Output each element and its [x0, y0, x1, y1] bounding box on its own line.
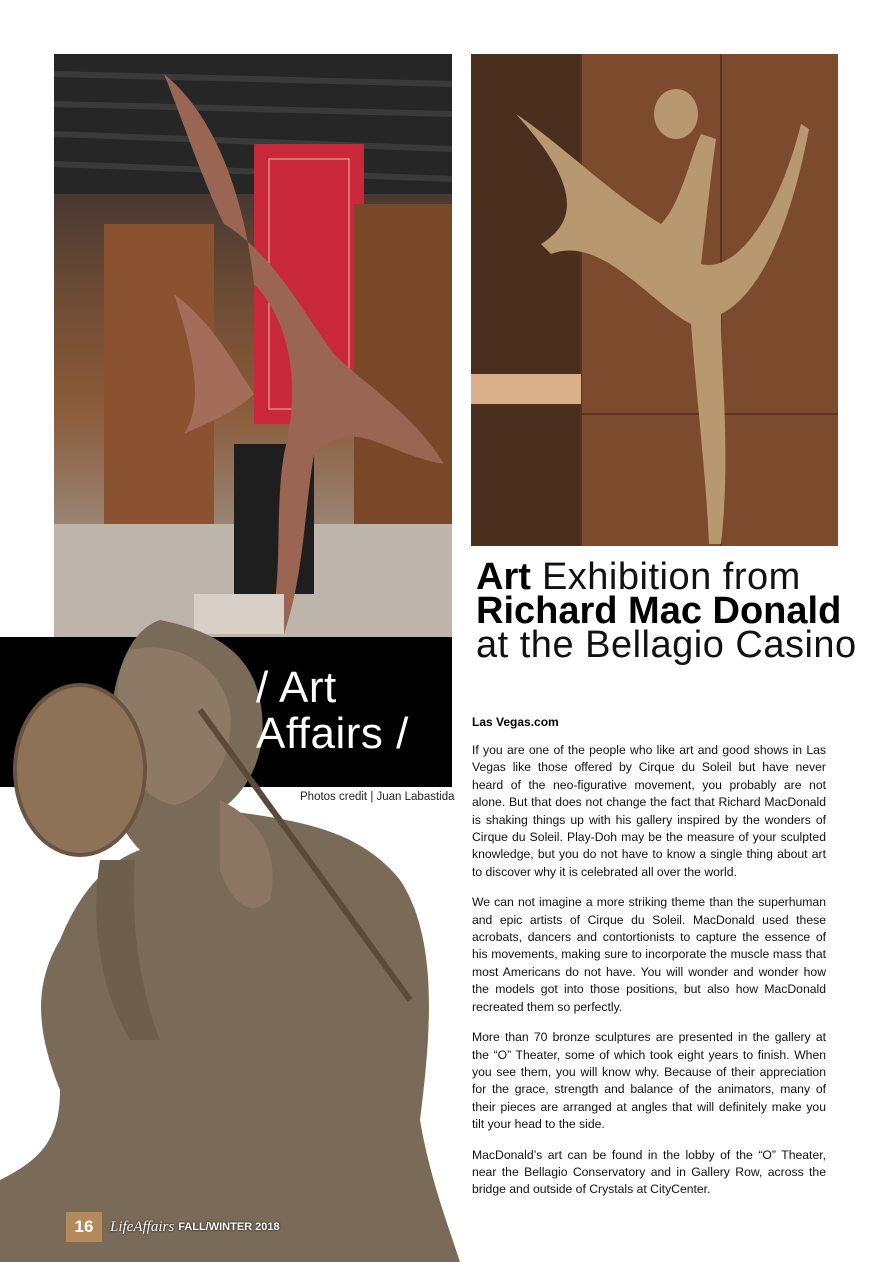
headline-exhibition: Exhibition from: [530, 556, 801, 598]
section-title-line1: / Art: [256, 663, 337, 712]
photo-credit: Photos credit | Juan Labastida: [300, 791, 455, 803]
article-source: Las Vegas.com: [472, 715, 559, 729]
section-title: [256, 665, 446, 757]
article-body: [472, 742, 826, 1212]
headline-artist: Richard Mac Donald: [476, 590, 842, 632]
paragraph: More than 70 bronze sculptures are presented in the gallery at the “O” Theater, some of which took eight years to finish. When you see them, you will know why. Because of their appreciation for the grace, strength and balance of the animators, many of their pieces are arranged at angles that will definitely make you tilt your head to the side.: [472, 1030, 826, 1132]
page-number: 16: [66, 1212, 102, 1242]
article-headline: [476, 556, 866, 666]
paragraph: MacDonald’s art can be found in the lobby of the “O” Theater, near the Bellagio Conservatory and in Gallery Row, across the bridge and outside of Crystals at CityCenter.: [472, 1147, 826, 1197]
paragraph: If you are one of the people who like art and good shows in Las Vegas like those offered by Cirque du Soleil but have never heard of the neo-figurative movement, you probably are not alone. But that does not change the fact that Richard MacDonald is shaking things up with his gallery inspired by the wonders of Cirque du Soleil. Play-Doh may be the measure of your sculpted knowledge, but you do not have to know a single thing about art to discover why it is celebrated all over the world.: [472, 743, 826, 879]
section-title-line2: Affairs /: [256, 709, 409, 758]
headline-art: Art: [476, 556, 531, 598]
dancer-photo: [471, 54, 838, 546]
gallery-photo: [54, 54, 452, 637]
magazine-logo: LifeAffairs: [110, 1218, 175, 1235]
page-footer: [66, 1212, 280, 1242]
headline-venue: at the Bellagio Casino: [476, 624, 857, 666]
issue-label: FALL/WINTER 2018: [178, 1221, 280, 1233]
paragraph: We can not imagine a more striking theme than the superhuman and epic artists of Cirque du Soleil. MacDonald used these acrobats, dancers and contortionists to capture the essence of his movements, making sure to incorporate the muscle mass that most Americans do not have. You will wonder and wonder how the models got into those positions, but also how MacDonald recreated them so perfectly.: [472, 895, 826, 1014]
